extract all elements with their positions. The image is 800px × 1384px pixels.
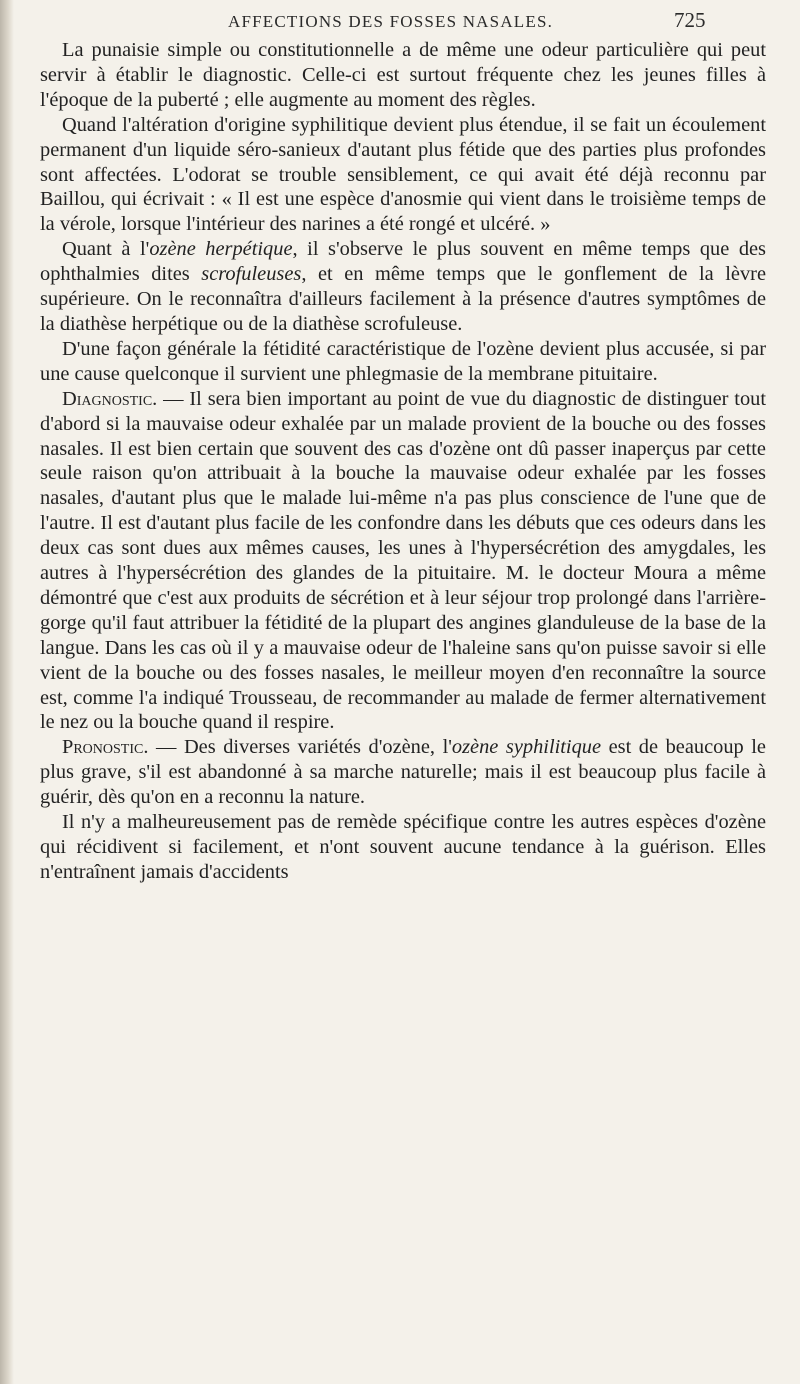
running-head — [0, 6, 800, 36]
paragraph-punaisie: La punaisie simple ou constitutionnelle a de même une odeur particulière qui peut servir à établir le diagnostic. Celle-ci est surtout fréquente chez les jeunes filles à l'époque de la puberté ; elle augmente au moment des règles. — [40, 39, 766, 111]
paragraph-herpetic-start: Quant à l' — [62, 238, 150, 261]
page-number: 725 — [674, 8, 706, 32]
paragraph-remedy: Il n'y a malheureusement pas de remède spécifique contre les autres espèces d'ozène qui récidivent si facilement, et n'ont souvent aucune tendance à la guérison. Elles n'entraînent jamais d'accidents — [40, 811, 766, 883]
paragraph-pronostic-start: — Des diverses variétés d'ozène, l' — [148, 736, 452, 759]
paragraph-diagnostic — [40, 387, 766, 736]
paragraph-herpetic-middle: , il s'observe le plus souvent en même temps que des ophthalmies dites — [40, 238, 766, 286]
paragraph-herpetic-end: , et en même temps que le gonflement de la lèvre supérieure. On le reconnaîtra d'ailleurs facilement à la présence d'autres symptômes de la diathèse herpétique ou de la diathèse scrofuleuse. — [40, 263, 766, 335]
paragraph-herpetic — [40, 237, 766, 337]
running-title: AFFECTIONS DES FOSSES NASALES. — [228, 12, 554, 31]
paragraph-fetidity: D'une façon générale la fétidité caractéristique de l'ozène devient plus accusée, si par une cause quelconque il survient une phlegmasie de la membrane pituitaire. — [40, 337, 766, 385]
paragraph-syphilitic: Quand l'altération d'origine syphilitique devient plus étendue, il se fait un écoulement permanent d'un liquide séro-sanieux d'autant plus fétide que des parties plus profondes sont affectées. L'odorat se trouble sensiblement, ce qui avait été déjà reconnu par Baillou, qui écrivait : « Il est une espèce d'anosmie qui vient dans le troisième temps de la vérole, lorsque l'intérieur des narines a été rongé et ulcéré. » — [40, 113, 766, 236]
paragraph-diagnostic-text: — Il sera bien important au point de vue du diagnostic de distinguer tout d'abord si la mauvaise odeur exhalée par un malade provient de la bouche ou des fosses nasales. Il est bien certain que souvent des cas d'ozène ont dû passer inaperçus par cette seule raison qu'on attribuait à la bouche la mauvaise odeur exhalée par les fosses nasales, d'autant plus que le malade lui-même n'a pas plus conscience de l'une que de l'autre. Il est d'autant plus facile de les confondre dans les débuts que ces odeurs dans les deux cas sont dues aux mêmes causes, les unes à l'hypersécrétion des amygdales, les autres à l'hypersécrétion des glandes de la pituitaire. M. le docteur Moura a même démontré que c'est aux produits de sécrétion et à leur séjour trop prolongé dans l'arrière-gorge qu'il faut attribuer la fétidité de la plupart des angines glanduleuse de la base de la langue. Dans les cas où il y a mauvaise odeur de l'haleine sans qu'on puisse savoir si elle vient de la bouche ou des fosses nasales, le meilleur moyen d'en reconnaître la source est, comme l'a indiqué Trousseau, de recommander au malade de fermer alternativement le nez ou la bouche quand il respire. — [40, 387, 766, 734]
paragraph-pronostic-end: est de beaucoup le plus grave, s'il est abandonné à sa marche naturelle; mais il est beaucoup plus facile à guérir, dès qu'on en a reconnu la nature. — [40, 736, 766, 809]
term-ozene-herpetique: ozène herpétique — [149, 238, 293, 261]
section-heading-pronostic: Pronostic. — [62, 736, 149, 759]
body-text — [40, 38, 766, 885]
section-heading-diagnostic: Diagnostic. — [62, 387, 158, 410]
term-ozene-syphilitique: ozène syphilitique — [451, 736, 602, 759]
page-binding-edge — [0, 0, 14, 1384]
paragraph-pronostic — [40, 735, 766, 810]
term-scrofuleuses: scrofuleuses — [201, 263, 302, 286]
